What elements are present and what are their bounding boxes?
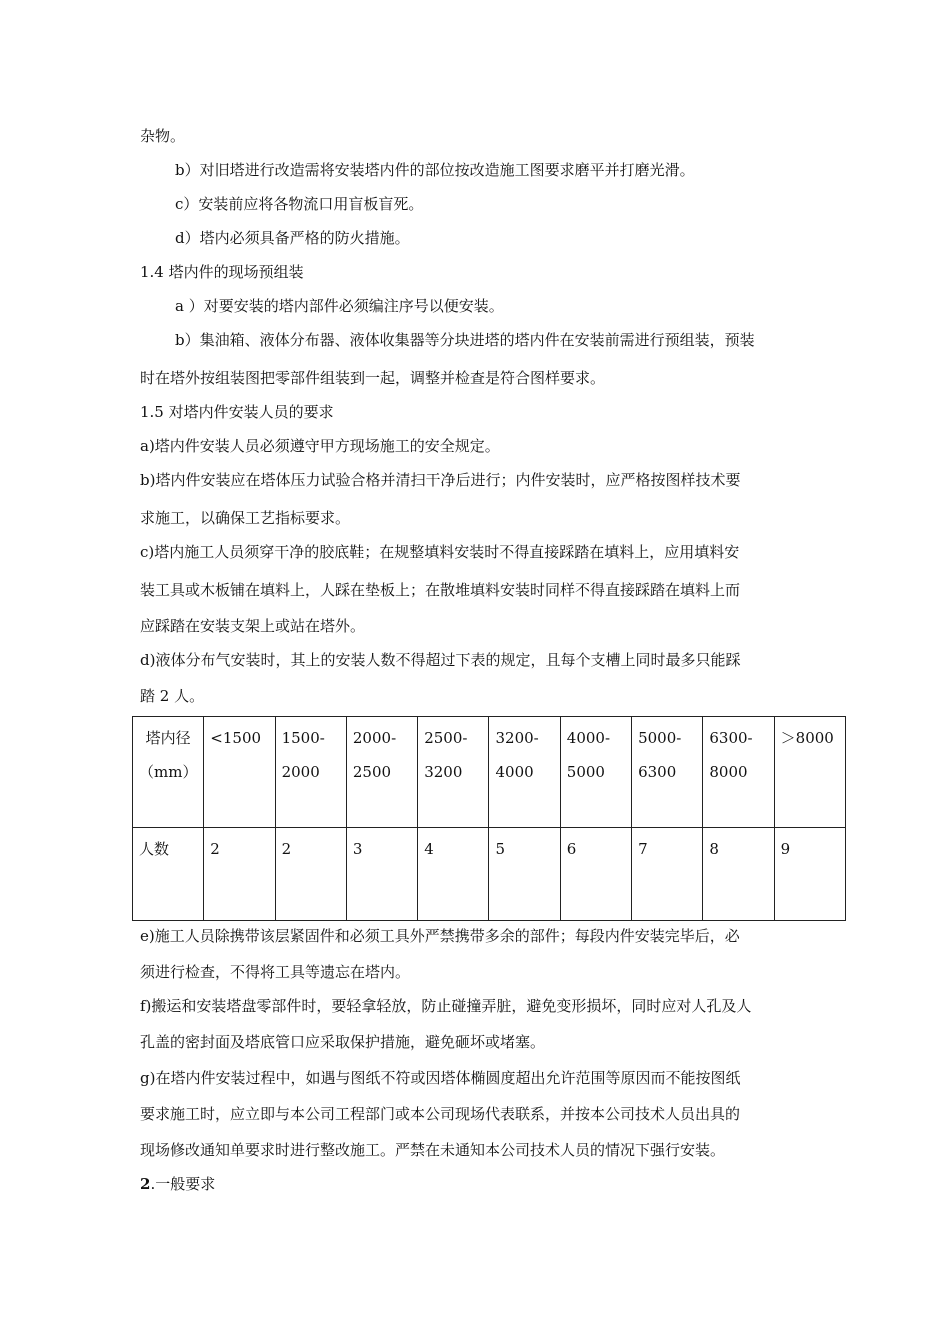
header-unit: （mm） — [139, 763, 198, 781]
body-line: 现场修改通知单要求时进行整改施工。严禁在未通知本公司技术人员的情况下强行安装。 — [140, 1141, 726, 1159]
section-heading: 1.4 塔内件的现场预组装 — [140, 263, 304, 281]
table-cell: 2 — [204, 828, 275, 921]
table-cell: 5 — [489, 828, 560, 921]
section-heading: 1.5 对塔内件安装人员的要求 — [140, 403, 334, 421]
body-line: e)施工人员除携带该层紧固件和必须工具外严禁携带多余的部件；每段内件安装完毕后，必 — [140, 927, 740, 945]
table-cell: 2 — [275, 828, 346, 921]
body-line: a)塔内件安装人员必须遵守甲方现场施工的安全规定。 — [140, 437, 500, 455]
table-cell: 7 — [632, 828, 703, 921]
body-line: f)搬运和安装塔盘零部件时，要轻拿轻放，防止碰撞弄脏，避免变形损坏，同时应对人孔及人 — [140, 997, 752, 1015]
table-cell: 2500- 3200 — [418, 717, 489, 828]
body-line: 要求施工时，应立即与本公司工程部门或本公司现场代表联系，并按本公司技术人员出具的 — [140, 1105, 741, 1123]
section-number: 2 — [140, 1175, 151, 1193]
table-cell: <1500 — [204, 717, 275, 828]
table-cell: 2000- 2500 — [346, 717, 417, 828]
table-cell: 6 — [560, 828, 631, 921]
row-label-cell: 人数 — [133, 828, 204, 921]
body-line: g)在塔内件安装过程中，如遇与图纸不符或因塔体椭圆度超出允许范围等原因而不能按图纸 — [140, 1069, 741, 1087]
table-cell: 5000- 6300 — [632, 717, 703, 828]
body-line: b)塔内件安装应在塔体压力试验合格并清扫干净后进行；内件安装时，应严格按图样技术要 — [140, 471, 741, 489]
body-line: c）安装前应将各物流口用盲板盲死。 — [175, 195, 424, 213]
body-line: 时在塔外按组装图把零部件组装到一起，调整并检查是符合图样要求。 — [140, 369, 606, 387]
header-label: 塔内径 — [145, 729, 191, 747]
table-cell: ＞8000 — [774, 717, 845, 828]
table-row — [133, 828, 846, 921]
body-line: 求施工，以确保工艺指标要求。 — [140, 509, 351, 527]
section-title: .一般要求 — [150, 1175, 216, 1193]
body-line: d)液体分布气安装时，其上的安装人数不得超过下表的规定，且每个支槽上同时最多只能踩 — [140, 651, 741, 669]
body-line: 杂物。 — [140, 127, 186, 145]
body-line: 须进行检查，不得将工具等遗忘在塔内。 — [140, 963, 411, 981]
table-cell: 4000- 5000 — [560, 717, 631, 828]
body-line: a ）对要安装的塔内部件必须编注序号以便安装。 — [175, 297, 504, 315]
table-cell: 3 — [346, 828, 417, 921]
installer-limit-table — [132, 716, 846, 921]
body-line: d）塔内必须具备严格的防火措施。 — [175, 229, 410, 247]
table-cell: 4 — [418, 828, 489, 921]
table-cell: 8 — [703, 828, 774, 921]
table-row — [133, 717, 846, 828]
table-cell: 6300- 8000 — [703, 717, 774, 828]
table-cell: 3200- 4000 — [489, 717, 560, 828]
body-line: 孔盖的密封面及塔底管口应采取保护措施，避免砸坏或堵塞。 — [140, 1033, 546, 1051]
body-line: b）对旧塔进行改造需将安装塔内件的部位按改造施工图要求磨平并打磨光滑。 — [175, 161, 695, 179]
table-header-cell — [133, 717, 204, 828]
body-line: c)塔内施工人员须穿干净的胶底鞋；在规整填料安装时不得直接踩踏在填料上，应用填料安 — [140, 543, 740, 561]
table-cell: 9 — [774, 828, 845, 921]
table-cell: 1500- 2000 — [275, 717, 346, 828]
section-heading — [140, 1174, 215, 1194]
body-line: 应踩踏在安装支架上或站在塔外。 — [140, 617, 366, 635]
body-line: b）集油箱、液体分布器、液体收集器等分块进塔的塔内件在安装前需进行预组装，预装 — [175, 331, 755, 349]
body-line: 装工具或木板铺在填料上，人踩在垫板上；在散堆填料安装时同样不得直接踩踏在填料上而 — [140, 581, 741, 599]
body-line: 踏 2 人。 — [140, 687, 205, 705]
